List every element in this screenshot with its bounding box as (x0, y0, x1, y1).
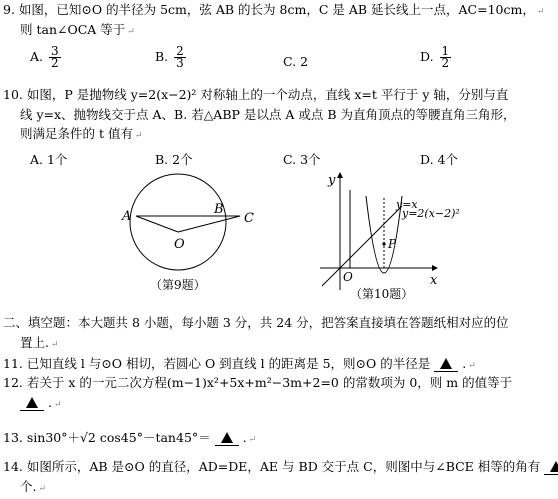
q9-option-c: C. 2 (283, 54, 309, 69)
q10-option-b: B. 2个 (155, 152, 193, 167)
x-axis-arrow (432, 265, 438, 271)
label-c: C (244, 211, 254, 226)
q10-line3: 则满足条件的 t 值有 ↵ (20, 126, 143, 141)
q14-line2: 个. ↵ (20, 479, 47, 494)
label-x: x (430, 273, 438, 288)
q14-answer-blank[interactable] (544, 460, 558, 475)
q9-option-d: D. $\frac{1}{2}$ (420, 44, 450, 70)
label-y: y (328, 173, 336, 188)
q9-line1: 9. 如图，已知⊙O 的半径为 5cm，弦 AB 的长为 8cm，C 是 AB 延长线上一点，AC=10cm， ↵ (3, 2, 545, 17)
section2-line2: 置上. ↵ (20, 335, 59, 350)
q10-line1: 10. 如图，P 是抛物线 y=2(x−2)² 对称轴上的一个动点，直线 x=t 平行于 y 轴，分别与直 (3, 87, 509, 102)
q10-option-c: C. 3个 (283, 152, 321, 167)
q12-line1: 12. 若关于 x 的一元二次方程(m−1)x²+5x+m²−3m+2=0 的常数项为 0，则 m 的值等于 (3, 375, 513, 390)
point-p (382, 242, 385, 245)
q13: 13. sin30°＋√2 cos45°－tan45°＝ . ↵ (3, 430, 257, 445)
q12-answer-blank[interactable] (20, 396, 44, 411)
q11: 11. 已知直线 l 与⊙O 相切，若圆心 O 到直线 l 的距离是 5，则⊙O 的半径是 . ↵ (3, 356, 476, 371)
label-o: O (174, 237, 185, 252)
q9-line2: 则 tan∠OCA 等于 ↵ (20, 22, 135, 37)
fig10-caption: （第10题） (350, 287, 414, 301)
q9-option-b: B. $\frac{2}{3}$ (155, 44, 184, 70)
y-axis-arrow (337, 172, 343, 178)
label-p: P (388, 237, 397, 251)
q10-line2: 线 y=x、抛物线交于点 A、B. 若△ABP 是以点 A 或点 B 为直角顶点的等腰直角三角形， (20, 107, 516, 122)
fig9-caption: （第9题） (150, 278, 206, 292)
q12-line2: . ↵ (20, 396, 62, 412)
label-a: A (122, 209, 132, 224)
q11-answer-blank[interactable] (434, 357, 458, 372)
label-curve: y=2(x−2)² (402, 207, 460, 220)
label-line: y=x (396, 198, 418, 211)
q13-answer-blank[interactable] (215, 431, 239, 446)
q10-option-a: A. 1个 (30, 152, 68, 167)
label-o: O (343, 270, 353, 284)
q10-option-d: D. 4个 (420, 152, 458, 167)
q14-line1: 14. 如图所示，AB 是⊙O 的直径，AD=DE，AE 与 BD 交于点 C，则图中与∠BCE 相等的角有 (3, 460, 558, 475)
q9-option-a: A. $\frac{3}{2}$ (30, 44, 59, 70)
section2-line1: 二、填空题：本大题共 8 小题，每小题 3 分，共 24 分，把答案直接填在答题纸相对应的位 (3, 315, 509, 330)
label-b: B (214, 202, 224, 217)
